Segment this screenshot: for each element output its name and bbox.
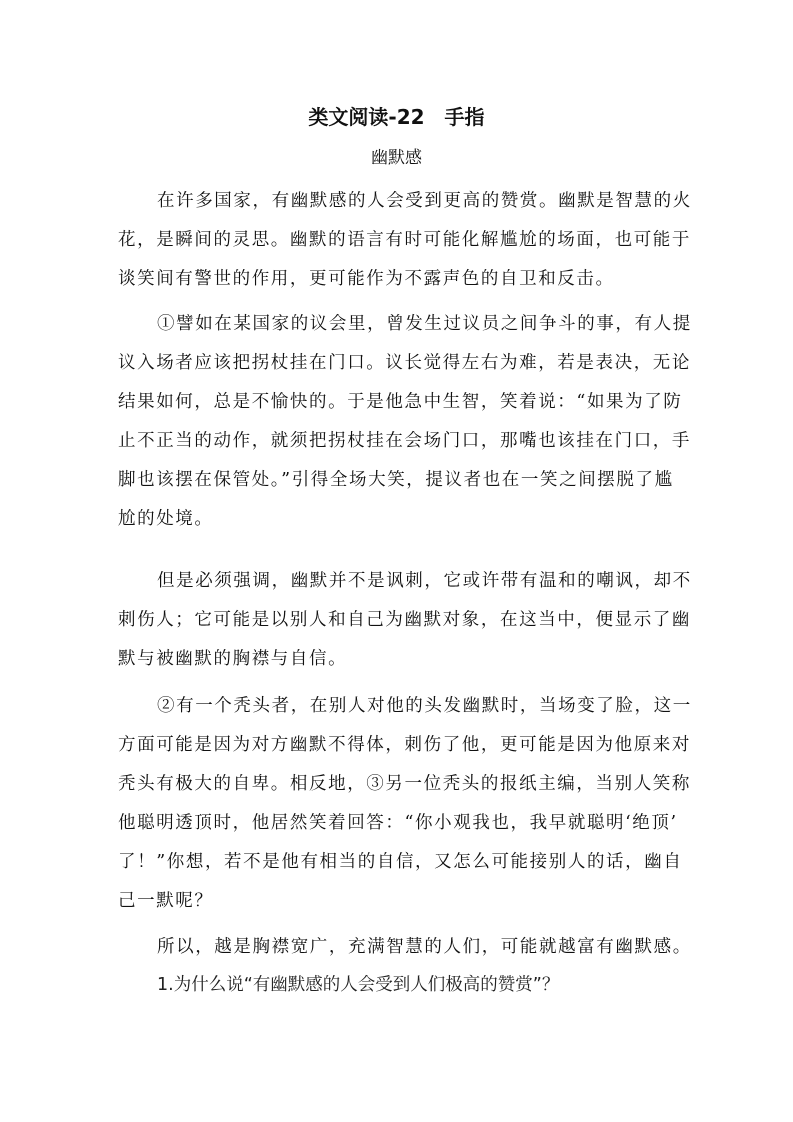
paragraph-5: [118, 928, 692, 967]
text-line: 了！”你想，若不是他有相当的自信，又怎么可能接别人的话，幽自: [118, 852, 683, 872]
text-line: 止不正当的动作，就须把拐杖挂在会场门口，那嘴也该挂在门口，手: [118, 431, 691, 451]
text-line: 刺伤人；它可能是以别人和自己为幽默对象，在这当中，便显示了幽: [118, 610, 691, 630]
text-line: 秃头有极大的自卑。相反地，③另一位秃头的报纸主编，当别人笑称: [118, 774, 691, 794]
text-line: 结果如何，总是不愉快的。于是他急中生智，笑着说：“如果为了防: [118, 392, 683, 412]
paragraph-2: [118, 305, 692, 539]
text-line: 花，是瞬间的灵思。幽默的语言有时可能化解尴尬的场面，也可能于: [118, 230, 691, 250]
paragraph-3: [118, 562, 692, 679]
text-line: 方面可能是因为对方幽默不得体，刺伤了他，更可能是因为他原来对: [118, 735, 691, 755]
text-line: 尬的处境。: [118, 509, 214, 529]
paragraph-1: [118, 182, 692, 299]
text-line: 议入场者应该把拐杖挂在门口。议长觉得左右为难，若是表决，无论: [118, 353, 691, 373]
text-line: 他聪明透顶时，他居然笑着回答：“你小观我也，我早就聪明‘绝顶’: [118, 813, 678, 833]
question-1: 1.为什么说“有幽默感的人会受到人们极高的赞赏”？: [157, 975, 560, 995]
text-line: 所以，越是胸襟宽广，充满智慧的人们，可能就越富有幽默感。: [157, 937, 692, 957]
document-title: 类文阅读-22 手指: [308, 105, 485, 129]
text-line: 脚也该摆在保管处。”引得全场大笑，提议者也在一笑之间摆脱了尴: [118, 470, 674, 490]
text-line: 己一默呢？: [118, 891, 214, 911]
article-subtitle: 幽默感: [371, 148, 422, 168]
text-line: ①譬如在某国家的议会里，曾发生过议员之间争斗的事，有人提: [157, 314, 692, 334]
text-line: 在许多国家，有幽默感的人会受到更高的赞赏。幽默是智慧的火: [157, 191, 692, 211]
text-line: 默与被幽默的胸襟与自信。: [118, 649, 348, 669]
text-line: 谈笑间有警世的作用，更可能作为不露声色的自卫和反击。: [118, 269, 615, 289]
paragraph-4: [118, 687, 692, 921]
text-line: 但是必须强调，幽默并不是讽刺，它或许带有温和的嘲讽，却不: [157, 571, 692, 591]
text-line: ②有一个秃头者，在别人对他的头发幽默时，当场变了脸，这一: [157, 696, 692, 716]
